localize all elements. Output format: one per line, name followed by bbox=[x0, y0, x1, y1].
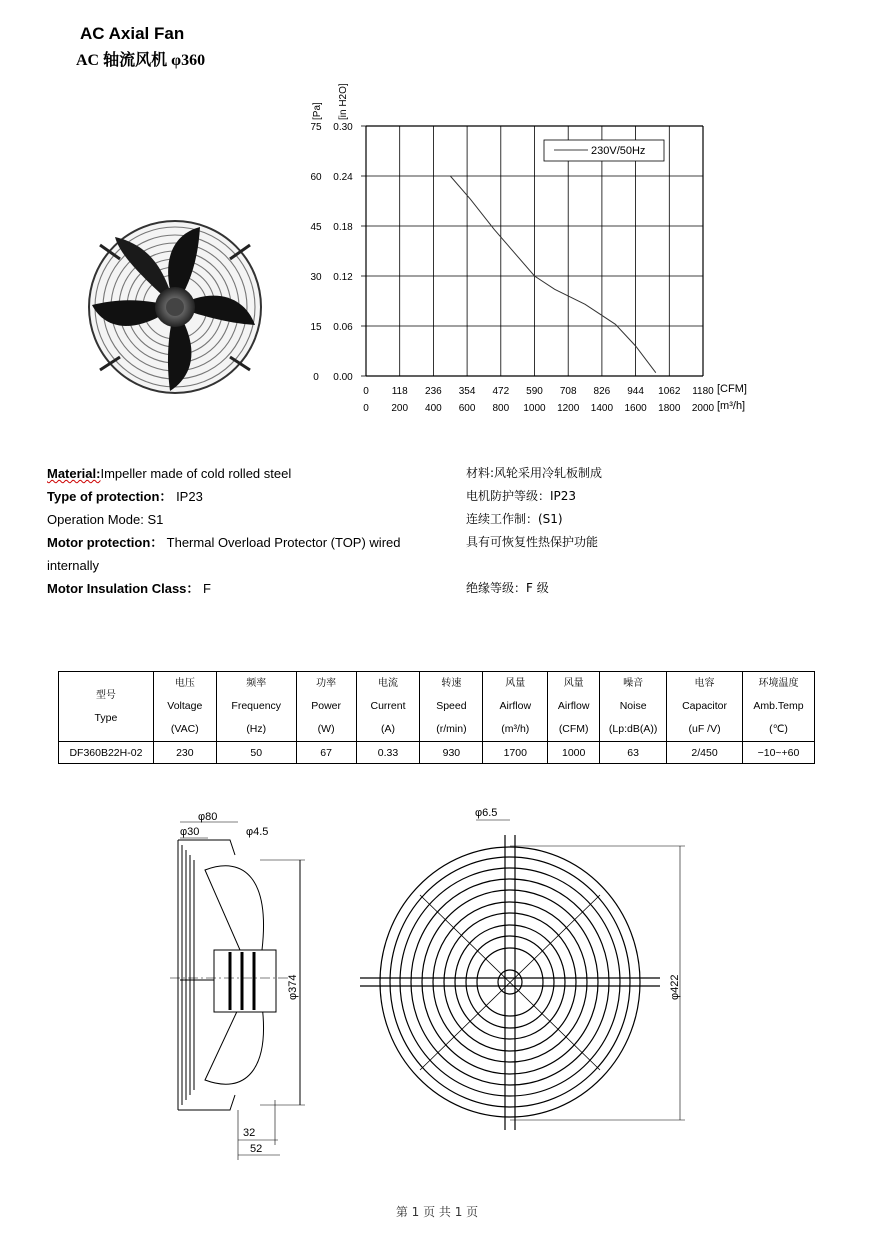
x-tick-label-m3h: 800 bbox=[492, 403, 510, 414]
x-tick-label-cfm: 354 bbox=[458, 386, 476, 397]
y-tick-label-inh2o: 0.24 bbox=[333, 172, 353, 183]
header-speed: 转速 Speed (r/min) bbox=[420, 672, 483, 742]
y-tick-label-pa: 60 bbox=[310, 172, 322, 183]
header-power: 功率 Power (W) bbox=[296, 672, 356, 742]
cell-speed: 930 bbox=[420, 742, 483, 764]
x-tick-label-m3h: 400 bbox=[425, 403, 442, 414]
y-unit-inh2o: [in H2O] bbox=[338, 83, 349, 120]
x-tick-label-m3h: 2000 bbox=[691, 403, 715, 414]
x-tick-label-cfm: 118 bbox=[391, 386, 408, 397]
specs-chinese bbox=[466, 462, 846, 600]
side-view-drawing bbox=[170, 822, 305, 1160]
specs-english bbox=[47, 462, 447, 600]
cell-power: 67 bbox=[296, 742, 356, 764]
y-unit-pa: [Pa] bbox=[312, 102, 323, 120]
cell-current: 0.33 bbox=[356, 742, 420, 764]
x-tick-label-cfm: 708 bbox=[559, 386, 577, 397]
x-tick-label-m3h: 200 bbox=[391, 403, 409, 414]
spec-motor: Motor protection： Thermal Overload Protector (TOP) wired bbox=[47, 535, 401, 550]
cell-airflow-m3h: 1700 bbox=[483, 742, 548, 764]
cell-capacitor: 2/450 bbox=[667, 742, 743, 764]
x-tick-label-m3h: 1400 bbox=[590, 403, 614, 414]
spec-operation: Operation Mode: S1 bbox=[47, 512, 164, 527]
cell-voltage: 230 bbox=[153, 742, 216, 764]
table-header-row bbox=[59, 672, 815, 742]
spec-material: Material:Impeller made of cold rolled steel bbox=[47, 466, 292, 481]
header-airflow-cfm: 风量 Airflow (CFM) bbox=[548, 672, 600, 742]
page-footer: 第 1 页 共 1 页 bbox=[395, 1205, 479, 1219]
x-tick-label-cfm: 1062 bbox=[658, 386, 681, 397]
spec-cn-operation: 连续工作制：(S1) bbox=[466, 512, 563, 526]
spec-motor-cont: internally bbox=[47, 558, 100, 573]
header-amb-temp: 环境温度 Amb.Temp (℃) bbox=[742, 672, 814, 742]
cell-airflow-cfm: 1000 bbox=[548, 742, 600, 764]
x-tick-label-cfm: 0 bbox=[363, 386, 369, 397]
header-noise: 噪音 Noise (Lp:dB(A)) bbox=[600, 672, 667, 742]
y-tick-label-pa: 75 bbox=[310, 122, 322, 133]
y-tick-label-pa: 15 bbox=[310, 322, 322, 333]
cell-frequency: 50 bbox=[216, 742, 296, 764]
table-row bbox=[59, 742, 815, 764]
y-tick-label-inh2o: 0.30 bbox=[333, 122, 353, 133]
x-tick-label-cfm: 826 bbox=[593, 386, 611, 397]
header-voltage: 电压 Voltage (VAC) bbox=[153, 672, 216, 742]
dim-30: φ30 bbox=[180, 826, 200, 838]
x-unit-m3h: [m³/h] bbox=[717, 400, 746, 412]
x-tick-label-cfm: 236 bbox=[425, 386, 442, 397]
dim-80: φ80 bbox=[198, 811, 218, 823]
y-tick-label-inh2o: 0.00 bbox=[333, 372, 353, 383]
title-cn: AC 轴流风机 φ360 bbox=[76, 52, 206, 69]
y-tick-label-pa: 0 bbox=[313, 372, 319, 383]
spec-protection: Type of protection： IP23 bbox=[47, 489, 203, 504]
spec-cn-insulation: 绝缘等级：F 级 bbox=[466, 581, 549, 595]
spec-cn-protection: 电机防护等级：IP23 bbox=[466, 489, 577, 503]
header-airflow-m3h: 风量 Airflow (m³/h) bbox=[483, 672, 548, 742]
performance-chart bbox=[296, 82, 766, 422]
dim-422: φ422 bbox=[669, 974, 681, 1000]
dim-6-5: φ6.5 bbox=[475, 807, 498, 819]
title-en: AC Axial Fan bbox=[80, 24, 185, 43]
header-capacitor: 电容 Capacitor (uF /V) bbox=[667, 672, 743, 742]
header-frequency: 频率 Frequency (Hz) bbox=[216, 672, 296, 742]
dim-374: φ374 bbox=[287, 974, 299, 1000]
y-tick-label-inh2o: 0.12 bbox=[333, 272, 353, 283]
dim-32: 32 bbox=[243, 1127, 256, 1139]
spec-cn-motor: 具有可恢复性热保护功能 bbox=[466, 535, 599, 549]
x-tick-label-m3h: 1600 bbox=[624, 403, 647, 414]
x-tick-label-cfm: 472 bbox=[492, 386, 510, 397]
spec-insulation: Motor Insulation Class： F bbox=[47, 581, 211, 596]
header-type: 型号 Type bbox=[59, 672, 154, 742]
fan-photo bbox=[80, 215, 270, 400]
x-tick-label-m3h: 0 bbox=[363, 403, 369, 414]
x-unit-cfm: [CFM] bbox=[717, 383, 747, 395]
x-tick-label-m3h: 1800 bbox=[658, 403, 681, 414]
x-tick-label-m3h: 1000 bbox=[523, 403, 546, 414]
header-current: 电流 Current (A) bbox=[356, 672, 420, 742]
series-line-230v-50hz bbox=[450, 176, 656, 373]
front-view-drawing bbox=[360, 820, 685, 1130]
y-tick-label-inh2o: 0.06 bbox=[333, 322, 353, 333]
cell-amb-temp: −10~+60 bbox=[742, 742, 814, 764]
cell-noise: 63 bbox=[600, 742, 667, 764]
x-tick-label-m3h: 600 bbox=[458, 403, 476, 414]
parameter-table bbox=[58, 671, 815, 764]
y-tick-label-pa: 45 bbox=[310, 222, 322, 233]
dim-4-5: φ4.5 bbox=[246, 826, 269, 838]
y-tick-label-pa: 30 bbox=[310, 272, 322, 283]
x-tick-label-cfm: 944 bbox=[627, 386, 644, 397]
y-tick-label-inh2o: 0.18 bbox=[333, 222, 353, 233]
dimension-drawing bbox=[150, 800, 710, 1170]
spec-cn-material: 材料:风轮采用冷轧板制成 bbox=[466, 466, 603, 480]
cell-type: DF360B22H-02 bbox=[59, 742, 154, 764]
x-tick-label-cfm: 1180 bbox=[692, 386, 714, 397]
x-tick-label-cfm: 590 bbox=[526, 386, 543, 397]
x-tick-label-m3h: 1200 bbox=[557, 403, 580, 414]
legend-label: 230V/50Hz bbox=[591, 145, 646, 157]
dim-52: 52 bbox=[250, 1143, 263, 1155]
